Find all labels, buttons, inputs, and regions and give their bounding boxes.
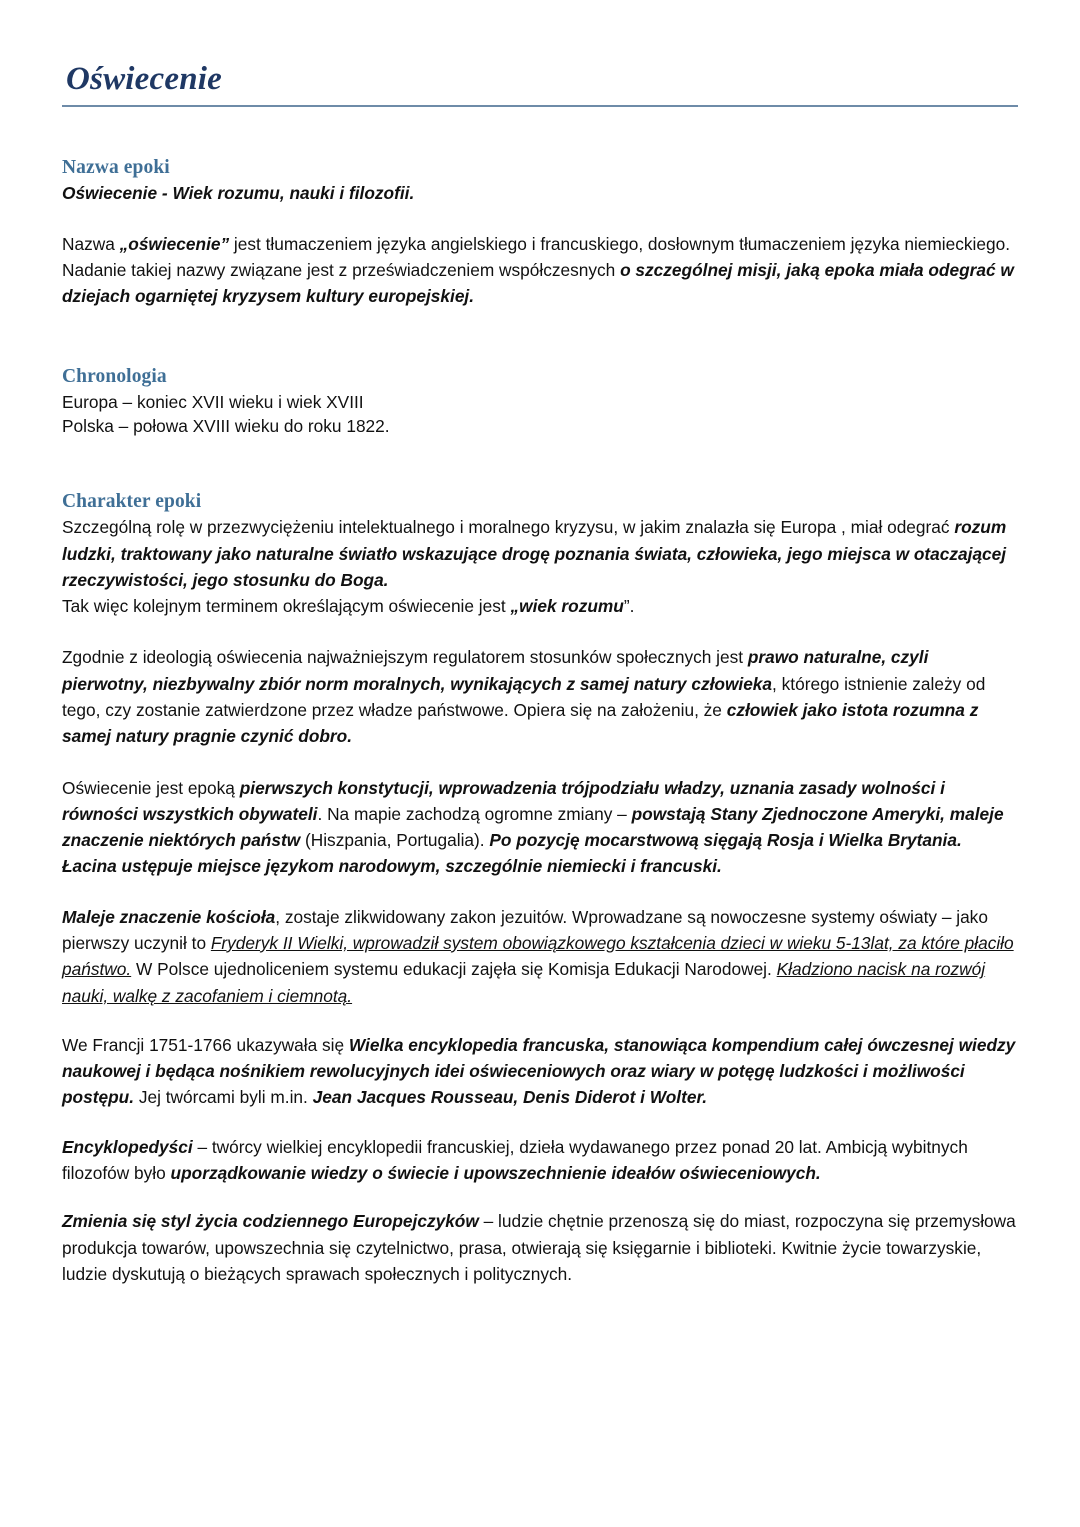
run-emphasis: Maleje znaczenie kościoła [62, 906, 276, 927]
run-emphasis: pierwszych konstytucji, wprowadzenia trójpodziału władzy, uznania zasady wolności i równości wszystkich obywateli [62, 777, 945, 824]
run-emphasis: o szczególnej misji, jaką epoka miała odegrać w dziejach ogarniętej kryzysem kultury europejskiej. [62, 259, 1014, 307]
run-text: (Hiszpania, Portugalia). [300, 830, 490, 851]
run-emphasis: „wiek rozumu [510, 596, 624, 617]
run-emphasis: Encyklopedyści [62, 1136, 193, 1157]
page-title: Oświecenie [66, 61, 222, 97]
run-text: ”. [623, 596, 635, 617]
run-text: , którego istnienie zależy od tego, czy zostanie zatwierdzone przez władze państwowe. Opiera się na założeniu, że [62, 673, 986, 721]
section-heading-nazwa-epoki: Nazwa epoki [62, 156, 170, 178]
run-emphasis: rozum ludzki, traktowany jako naturalne światło wskazujące drogę poznania świata, człowieka, jego miejsca w otaczającej rzeczywistości, jego stosunku do Boga. [62, 517, 1007, 590]
run-text: Oświecenie jest epoką [62, 777, 240, 798]
section-heading-charakter-epoki: Charakter epoki [62, 490, 202, 512]
nazwa-epoki-paragraph [62, 231, 1018, 310]
section-heading-chronologia: Chronologia [62, 366, 167, 388]
nazwa-epoki-lead [62, 180, 1018, 206]
charakter-paragraph-6 [62, 1134, 1018, 1187]
run-text: . Na mapie zachodzą ogromne zmiany – [317, 803, 632, 824]
run-emphasis: prawo naturalne, czyli pierwotny, niezbywalny zbiór norm moralnych, wynikających z samej natury człowieka [62, 647, 929, 694]
run-text: Nazwa [62, 233, 120, 254]
charakter-paragraph-3 [62, 775, 1018, 880]
run-text: , zostaje zlikwidowany zakon jezuitów. Wprowadzane są nowoczesne systemy oświaty – jako pierwszy uczynił to [62, 906, 988, 953]
run-emphasis: powstają Stany Zjednoczone Ameryki, maleje znaczenie niektórych państw [62, 803, 1004, 851]
run-emphasis: Jean Jacques Rousseau, Denis Diderot i Wolter. [312, 1087, 708, 1108]
nazwa-epoki-lead-text: Oświecenie - Wiek rozumu, nauki i filozofii. [62, 183, 415, 204]
charakter-paragraph-7 [62, 1208, 1018, 1287]
run-text: – ludzie chętnie przenoszą się do miast, rozpoczyna się przemysłowa produkcja towarów, upowszechnia się czytelnictwo, prasa, otwierają się księgarnie i biblioteki. Kwitnie życie towarzyskie, ludzie dyskutują o bieżących sprawach społecznych i politycznych. [62, 1211, 1016, 1284]
charakter-paragraph-1b [62, 593, 1018, 619]
run-underlined: Fryderyk II Wielki, wprowadził system obowiązkowego kształcenia dzieci w wieku 5-13lat, za które płaciło państwo. [62, 932, 1014, 980]
charakter-paragraph-1 [62, 514, 1018, 593]
section-nazwa-epoki [62, 156, 1018, 310]
run-text: Szczególną rolę w przezwyciężeniu intelektualnego i moralnego kryzysu, w jakim znalazła się Europa , miał odegrać [62, 517, 955, 538]
run-text: Zgodnie z ideologią oświecenia najważniejszym regulatorem stosunków społecznych jest [62, 647, 748, 668]
run-emphasis: Wielka encyklopedia francuska, stanowiąca kompendium całej ówczesnej wiedzy naukowej i będąca nośnikiem rewolucyjnych idei oświeceniowych oraz wiary w potęgę ludzkości i możliwości postępu. [62, 1034, 1016, 1108]
charakter-paragraph-4 [62, 904, 1018, 1009]
run-text: Tak więc kolejnym terminem określającym oświecenie jest [62, 596, 511, 617]
section-charakter-epoki [62, 490, 1018, 1287]
run-text: We Francji 1751-1766 ukazywała się [62, 1034, 349, 1055]
charakter-paragraph-5 [62, 1032, 1018, 1111]
chronologia-line-polska: Polska – połowa XVIII wieku do roku 1822. [62, 416, 390, 437]
run-emphasis: Po pozycję mocarstwową sięgają Rosja i Wielka Brytania. Łacina ustępuje miejsce językom narodowym, szczególnie niemiecki i francuski. [62, 830, 962, 877]
run-emphasis: Zmienia się styl życia codziennego Europejczyków [62, 1211, 479, 1232]
run-emphasis: uporządkowanie wiedzy o świecie i upowszechnienie ideałów oświeceniowych. [170, 1162, 821, 1183]
run-emphasis: człowiek jako istota rozumna z samej natury pragnie czynić dobro. [62, 700, 979, 747]
run-text: Jej twórcami byli m.in. [134, 1087, 313, 1108]
charakter-paragraph-2 [62, 644, 1018, 749]
run-underlined: Kładziono nacisk na rozwój nauki, walkę z zacofaniem i ciemnotą. [62, 959, 986, 1006]
chronologia-line-europa: Europa – koniec XVII wieku i wiek XVIII [62, 391, 364, 412]
run-text: jest tłumaczeniem języka angielskiego i francuskiego, dosłownym tłumaczeniem języka niemieckiego. Nadanie takiej nazwy związane jest z przeświadczeniem współczesnych [62, 233, 1011, 280]
run-emphasis: „oświecenie” [119, 233, 230, 254]
section-chronologia [62, 365, 1018, 438]
run-text: – twórcy wielkiej encyklopedii francuskiej, dzieła wydawanego przez ponad 20 lat. Ambicją wybitnych filozofów było [62, 1136, 968, 1183]
run-text: W Polsce ujednoliceniem systemu edukacji zajęła się Komisja Edukacji Narodowej. [131, 959, 777, 980]
title-divider [62, 105, 1018, 107]
